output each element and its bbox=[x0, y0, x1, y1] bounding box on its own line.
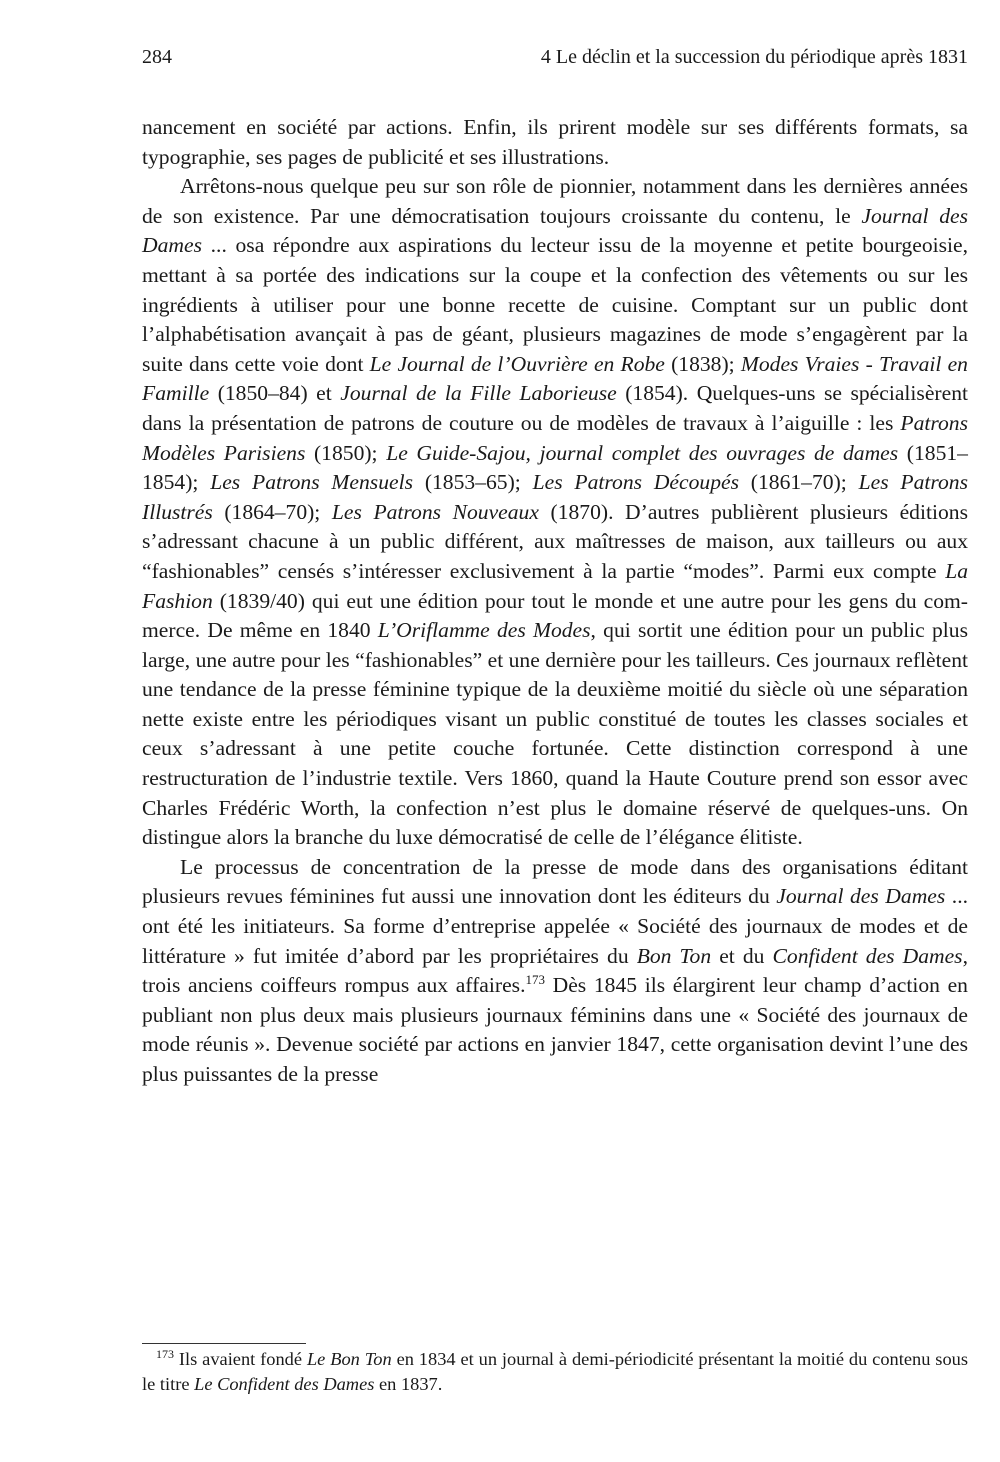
text-run: en 1834 et un journal à demi-périodicité présentant la moitié du contenu sous le titre bbox=[142, 1349, 968, 1394]
paragraph bbox=[142, 853, 968, 1090]
italic-title: Patrons Modèles Parisiens bbox=[142, 410, 968, 465]
italic-title: Le Bon Ton bbox=[306, 1349, 392, 1369]
italic-title: Les Patrons Mensuels bbox=[210, 470, 413, 495]
text-run: (1851–1854); bbox=[142, 440, 968, 495]
footnote-rule bbox=[142, 1343, 306, 1344]
italic-title: Le Confident des Dames bbox=[194, 1374, 375, 1394]
footnote-marker: 173 bbox=[525, 972, 545, 988]
text-run: en 1837. bbox=[374, 1374, 443, 1394]
italic-title: Journal des Dames bbox=[142, 203, 968, 258]
footnote-marker: 173 bbox=[156, 1347, 174, 1361]
italic-title: Confident des Dames bbox=[772, 943, 963, 968]
italic-title: Journal de la Fille Laborieuse bbox=[340, 381, 617, 406]
paragraph bbox=[142, 113, 968, 172]
text-run: nancement en société par actions. Enfin, ils prirent modèle sur ses différents formats, sa typographie, ses pages de publicité et ses illustrations. bbox=[142, 115, 968, 169]
page-number: 284 bbox=[142, 46, 172, 68]
italic-title: Les Patrons Découpés bbox=[532, 470, 739, 495]
running-header bbox=[142, 44, 968, 74]
italic-title: Le Guide-Sajou, journal complet des ouvrages de dames bbox=[386, 440, 899, 465]
text-run: , qui sortit une édition pour un public plus large, une autre pour les “fashionables” et une dernière pour les tailleurs. Ces journaux reflètent une tendance de la presse féminine typique de la deuxième moitié du siècle où une séparation nette existe entre les périodiques visant un public constitué de toutes les classes sociales et ceux s’adressant à une petite couche fortunée. Cette distinction correspond à une restructuration de l’industrie textile. Vers 1860, quand la Haute Couture prend son essor avec Charles Frédéric Worth, la confection n’est plus le domaine réservé de quelques-uns. On distingue alors la branche du luxe démocratisé de celle de l’élégance élitiste. bbox=[142, 618, 968, 850]
text-run: (1861–70); bbox=[738, 470, 859, 495]
text-run: (1870). D’autres publièrent plusieurs éditions s’adressant chacune à un public différent, aux maîtresses de maison, aux tailleurs ou aux “fashionables” censés s’intéresser exclusivement à la partie “modes”. Parmi eux compte bbox=[142, 499, 968, 583]
text-run: ... ont été les initiateurs. Sa forme d’entreprise appelée « Société des journaux de modes et de littérature » fut imitée d’abord par les propriétaires du bbox=[142, 884, 968, 968]
text-run: (1864–70); bbox=[212, 499, 332, 524]
italic-title: Journal des Dames bbox=[776, 884, 946, 909]
text-run: ... osa répondre aux aspirations du lecteur issu de la moyenne et petite bourgeoisie, mettant à sa portée des indications sur la coupe et la confection des vêtements ou sur les ingrédients à utiliser pour une bonne recette de cuisine. Comptant sur un public dont l’alphabétisation avançait à pas de géant, plusieurs magazines de mode s’engagèrent par la suite dans cette voie dont bbox=[142, 233, 968, 376]
italic-title: L’Oriflamme des Modes bbox=[377, 618, 591, 643]
italic-title: Bon Ton bbox=[636, 943, 712, 968]
running-title: 4 Le déclin et la succession du périodique après 1831 bbox=[540, 46, 968, 68]
footnote-173 bbox=[142, 1347, 968, 1397]
text-run: , trois anciens coiffeurs rompus aux affaires. bbox=[142, 943, 968, 998]
italic-title: Le Journal de l’Ouvrière en Robe bbox=[369, 351, 665, 376]
italic-title: Les Patrons Illustrés bbox=[142, 470, 968, 524]
text-run: Dès 1845 ils élargirent leur champ d’action en publiant non plus deux mais plusieurs journaux féminins dans une « Société des journaux de mode réunis ». Devenue société par actions en janvier 1847, cette organisation devint l’une des plus puissantes de la presse bbox=[142, 973, 968, 1086]
text-run: (1854). Quelques-uns se spécialisèrent dans la présentation de patrons de couture ou de modèles de travaux à l’aiguille : les bbox=[142, 381, 968, 435]
italic-title: Modes Vraies - Travail en Famille bbox=[142, 351, 968, 406]
text-run: Le processus de concentration de la presse de mode dans des organisations éditant plusieurs revues féminines fut aussi une innovation dont les éditeurs du bbox=[142, 854, 968, 909]
text-run: et du bbox=[711, 943, 773, 968]
text-run: (1838); bbox=[664, 351, 741, 376]
italic-title: La Fashion bbox=[142, 558, 968, 613]
text-run: (1839/40) qui eut une édition pour tout le monde et une autre pour les gens du commerce. De même en 1840 bbox=[142, 588, 968, 643]
text-run: Ils avaient fondé bbox=[174, 1349, 307, 1369]
text-run: Arrêtons-nous quelque peu sur son rôle de pionnier, notamment dans les dernières années de son existence. Par une démocratisation toujours croissante du contenu, le bbox=[142, 174, 968, 228]
italic-title: Les Patrons Nouveaux bbox=[331, 499, 539, 524]
body-text bbox=[142, 113, 968, 1090]
text-run: (1853–65); bbox=[413, 470, 533, 495]
text-run: (1850); bbox=[305, 440, 387, 465]
paragraph bbox=[142, 172, 968, 853]
text-run: (1850–84) et bbox=[209, 381, 341, 406]
